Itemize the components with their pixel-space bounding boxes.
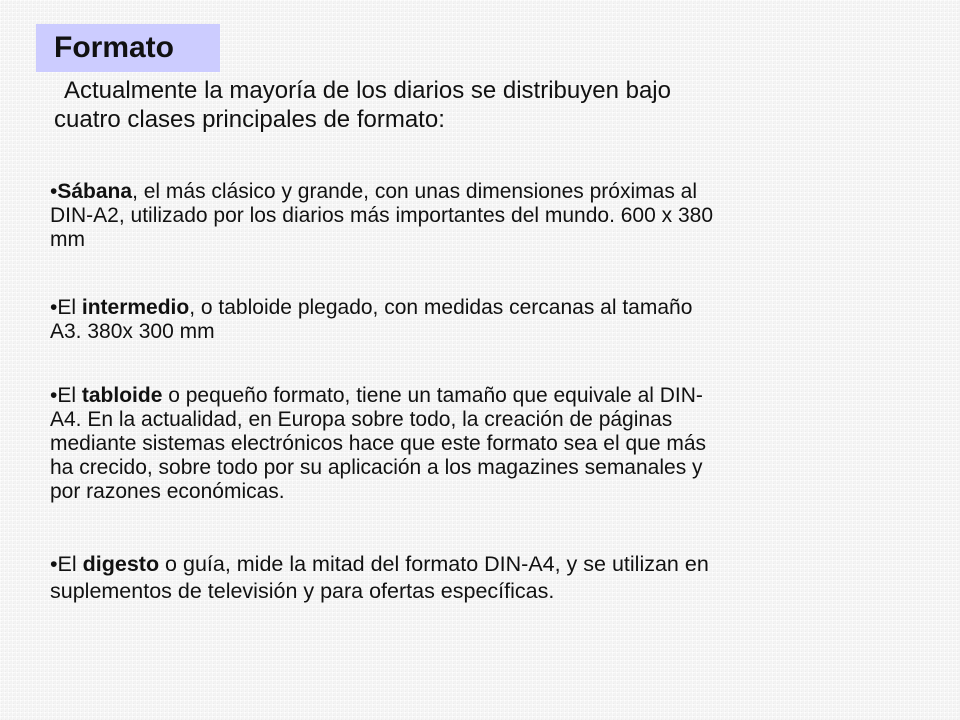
- item-text: o guía, mide la mitad del formato DIN-A4, y se utilizan en: [159, 552, 709, 576]
- format-item-intermedio: [50, 296, 900, 344]
- format-item-digesto: [50, 551, 900, 605]
- format-term: digesto: [82, 552, 160, 576]
- item-text: ha crecido, sobre todo por su aplicación a los magazines semanales y: [50, 456, 703, 479]
- intro-line-2: cuatro clases principales de formato:: [54, 106, 445, 133]
- item-text: mm: [50, 228, 85, 251]
- intro-paragraph: [54, 76, 914, 134]
- format-term: Sábana: [57, 180, 133, 203]
- bullet-icon: •: [50, 552, 58, 576]
- item-prefix: El: [57, 296, 82, 319]
- intro-line-1: Actualmente la mayoría de los diarios se distribuyen bajo: [64, 77, 671, 104]
- item-prefix: El: [57, 384, 82, 407]
- item-text: A3. 380x 300 mm: [50, 320, 215, 343]
- item-text: A4. En la actualidad, en Europa sobre todo, la creación de páginas: [50, 408, 673, 431]
- format-item-sabana: [50, 180, 900, 252]
- item-text: , el más clásico y grande, con unas dimensiones próximas al: [132, 180, 698, 203]
- item-text: suplementos de televisión y para ofertas específicas.: [50, 579, 555, 603]
- item-text: , o tabloide plegado, con medidas cercanas al tamaño: [189, 296, 693, 319]
- format-term: intermedio: [81, 296, 190, 319]
- item-text: mediante sistemas electrónicos hace que este formato sea el que más: [50, 432, 707, 455]
- item-text: por razones económicas.: [50, 480, 285, 503]
- bullet-icon: •: [50, 296, 58, 319]
- item-prefix: El: [57, 552, 83, 576]
- slide-title: Formato: [54, 31, 174, 64]
- item-text: DIN-A2, utilizado por los diarios más importantes del mundo. 600 x 380: [50, 204, 713, 227]
- bullet-icon: •: [50, 180, 58, 203]
- format-item-tabloide: [50, 384, 900, 504]
- bullet-icon: •: [50, 384, 58, 407]
- format-term: tabloide: [81, 384, 163, 407]
- item-text: o pequeño formato, tiene un tamaño que equivale al DIN-: [162, 384, 703, 407]
